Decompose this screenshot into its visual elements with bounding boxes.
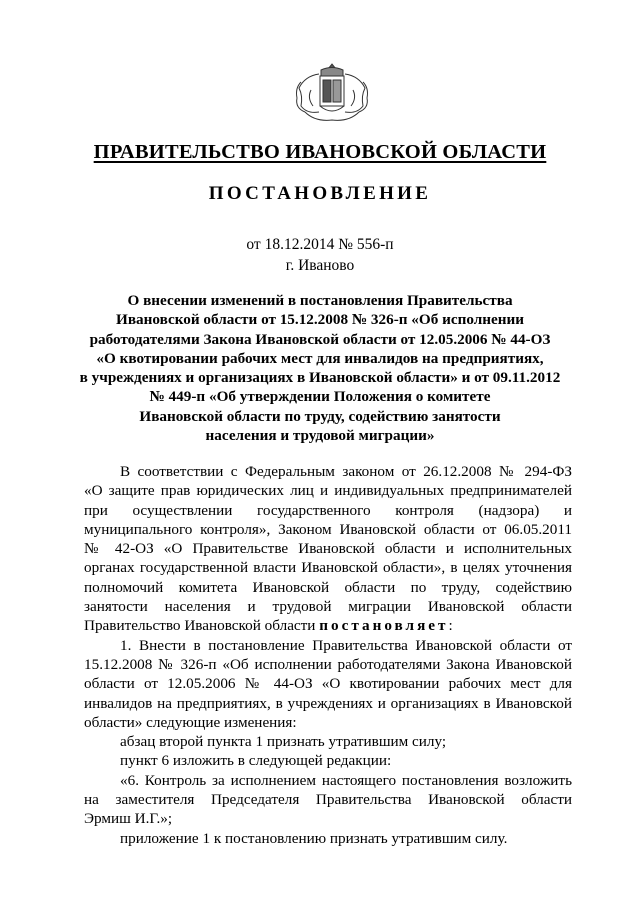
heading-line: работодателями Закона Ивановской области от 12.05.2006 № 44-ОЗ — [89, 330, 551, 348]
paragraph-line: абзац второй пункта 1 признать утратившим силу; — [120, 733, 447, 751]
document-body — [84, 462, 572, 848]
paragraph-line: на заместителя Председателя Правительства Ивановской области — [84, 791, 572, 809]
document-type: ПОСТАНОВЛЕНИЕ — [208, 183, 432, 204]
paragraph-line: «6. Контроль за исполнением настоящего постановления возложить — [120, 771, 572, 789]
paragraph-line: органах государственной власти Ивановской области», в целях уточнения — [84, 559, 572, 577]
document-heading — [60, 291, 580, 445]
heading-line: Ивановской области по труду, содействию занятости — [139, 407, 501, 425]
heading-line: «О квотировании рабочих мест для инвалидов на предприятиях, — [96, 349, 544, 367]
paragraph-line — [84, 616, 572, 635]
paragraph-line: при осуществлении государственного контроля (надзора) и — [84, 501, 572, 519]
paragraph-text: Правительство Ивановской области — [84, 617, 316, 635]
heading-line: в учреждениях и организациях в Ивановской области» и от 09.11.2012 — [79, 369, 561, 387]
decree-word: постановляет — [319, 617, 449, 635]
heading-line: О внесении изменений в постановления Правительства — [127, 292, 513, 309]
document-city: г. Иваново — [285, 257, 355, 274]
paragraph-line: В соответствии с Федеральным законом от 26.12.2008 № 294-ФЗ — [120, 463, 572, 480]
paragraph-line: приложение 1 к постановлению признать утратившим силу. — [120, 829, 508, 847]
paragraph-line: «О защите прав юридических лиц и индивидуальных предпринимателей — [84, 482, 572, 500]
paragraph-line: 1. Внести в постановление Правительства Ивановской области от — [120, 636, 572, 654]
paragraph-line: муниципального контроля», Законом Ивановской области от 06.05.2011 — [84, 520, 572, 538]
government-name: ПРАВИТЕЛЬСТВО ИВАНОВСКОЙ ОБЛАСТИ — [93, 141, 547, 163]
paragraph-line: 15.12.2008 № 326-п «Об исполнении работодателями Закона Ивановской — [84, 655, 572, 673]
paragraph-line: Эрмиш И.Г.»; — [84, 810, 173, 828]
document-date-number: от 18.12.2014 № 556-п — [246, 236, 394, 253]
paragraph-line: пункт 6 изложить в следующей редакции: — [120, 752, 392, 770]
paragraph-line: занятости населения и трудовой миграции Ивановской области — [84, 598, 572, 616]
heading-line: населения и трудовой миграции» — [205, 427, 435, 445]
colon: : — [448, 617, 453, 635]
heading-line: Ивановской области от 15.12.2008 № 326-п «Об исполнении — [116, 311, 524, 329]
paragraph-line: области от 12.05.2006 № 44-ОЗ «О квотировании рабочих мест для — [84, 675, 572, 693]
paragraph-line: № 42-ОЗ «О Правительстве Ивановской области и исполнительных — [84, 540, 572, 558]
coat-of-arms-emblem — [291, 62, 373, 124]
paragraph-line: области» следующие изменения: — [84, 713, 297, 731]
paragraph-line: полномочий комитета Ивановской области по труду, содействию — [84, 578, 572, 596]
paragraph-line: инвалидов на предприятиях, в учреждениях и организациях в Ивановской — [84, 694, 572, 712]
heading-line: № 449-п «Об утверждении Положения о комитете — [149, 388, 491, 406]
